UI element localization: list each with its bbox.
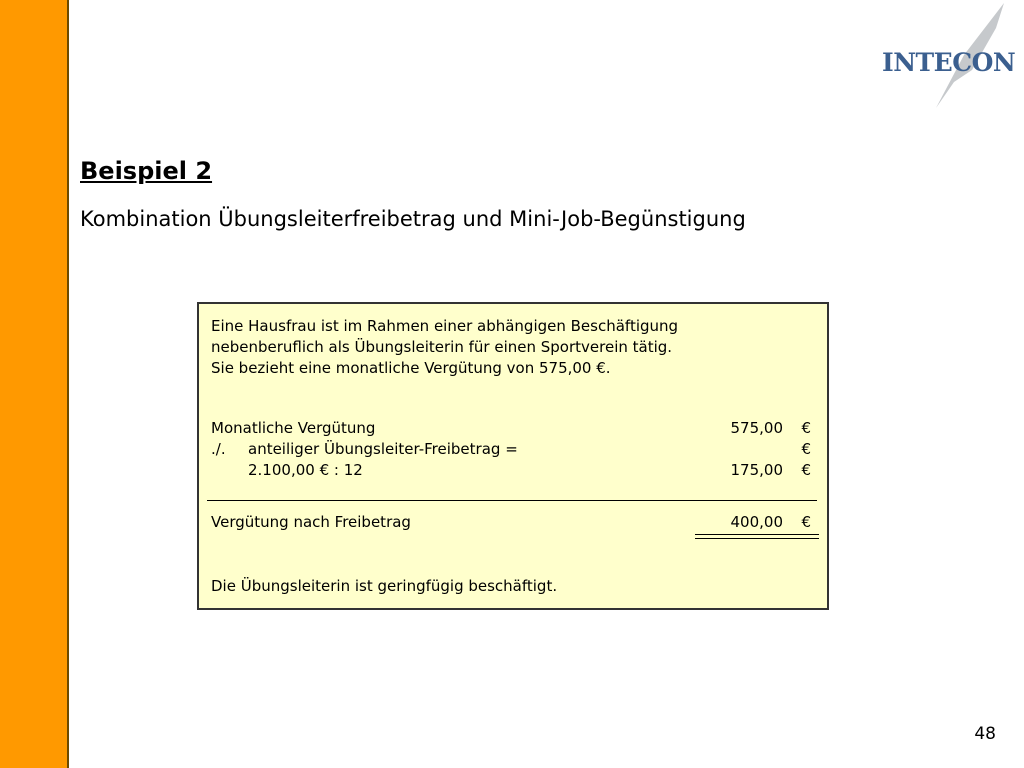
double-underline <box>695 534 819 539</box>
row-currency: € <box>801 461 811 479</box>
row-amount: 175,00 <box>730 461 783 479</box>
row-currency: € <box>801 419 811 437</box>
example-box <box>197 302 829 610</box>
slide-title: Beispiel 2 <box>80 157 213 185</box>
row-currency: € <box>801 440 811 458</box>
result-label: Vergütung nach Freibetrag <box>211 513 411 531</box>
intro-text <box>211 316 678 379</box>
calc-row-result <box>211 512 819 533</box>
row-amount: 575,00 <box>730 419 783 437</box>
row-description: anteiliger Übungsleiter-Freibetrag = <box>248 440 518 458</box>
calc-row-salary <box>211 418 819 439</box>
separator-line <box>207 500 817 501</box>
left-accent-bar <box>0 0 69 768</box>
slide-subtitle: Kombination Übungsleiterfreibetrag und Mini-Job-Begünstigung <box>80 207 746 231</box>
intro-line: nebenberuflich als Übungsleiterin für einen Sportverein tätig. <box>211 338 673 356</box>
row-label: ./. <box>211 440 226 458</box>
page-number: 48 <box>974 724 996 744</box>
result-currency: € <box>801 513 811 531</box>
calc-row-deduction <box>211 439 819 460</box>
row-label: Monatliche Vergütung <box>211 419 376 437</box>
result-amount: 400,00 <box>730 513 783 531</box>
intro-line: Sie bezieht eine monatliche Vergütung von 575,00 €. <box>211 359 611 377</box>
row-description: 2.100,00 € : 12 <box>248 461 363 479</box>
intro-line: Eine Hausfrau ist im Rahmen einer abhängigen Beschäftigung <box>211 317 679 335</box>
conclusion-text: Die Übungsleiterin ist geringfügig beschäftigt. <box>211 577 558 595</box>
calc-row-allowance <box>211 460 819 481</box>
logo-text: INTECON <box>882 48 1016 77</box>
